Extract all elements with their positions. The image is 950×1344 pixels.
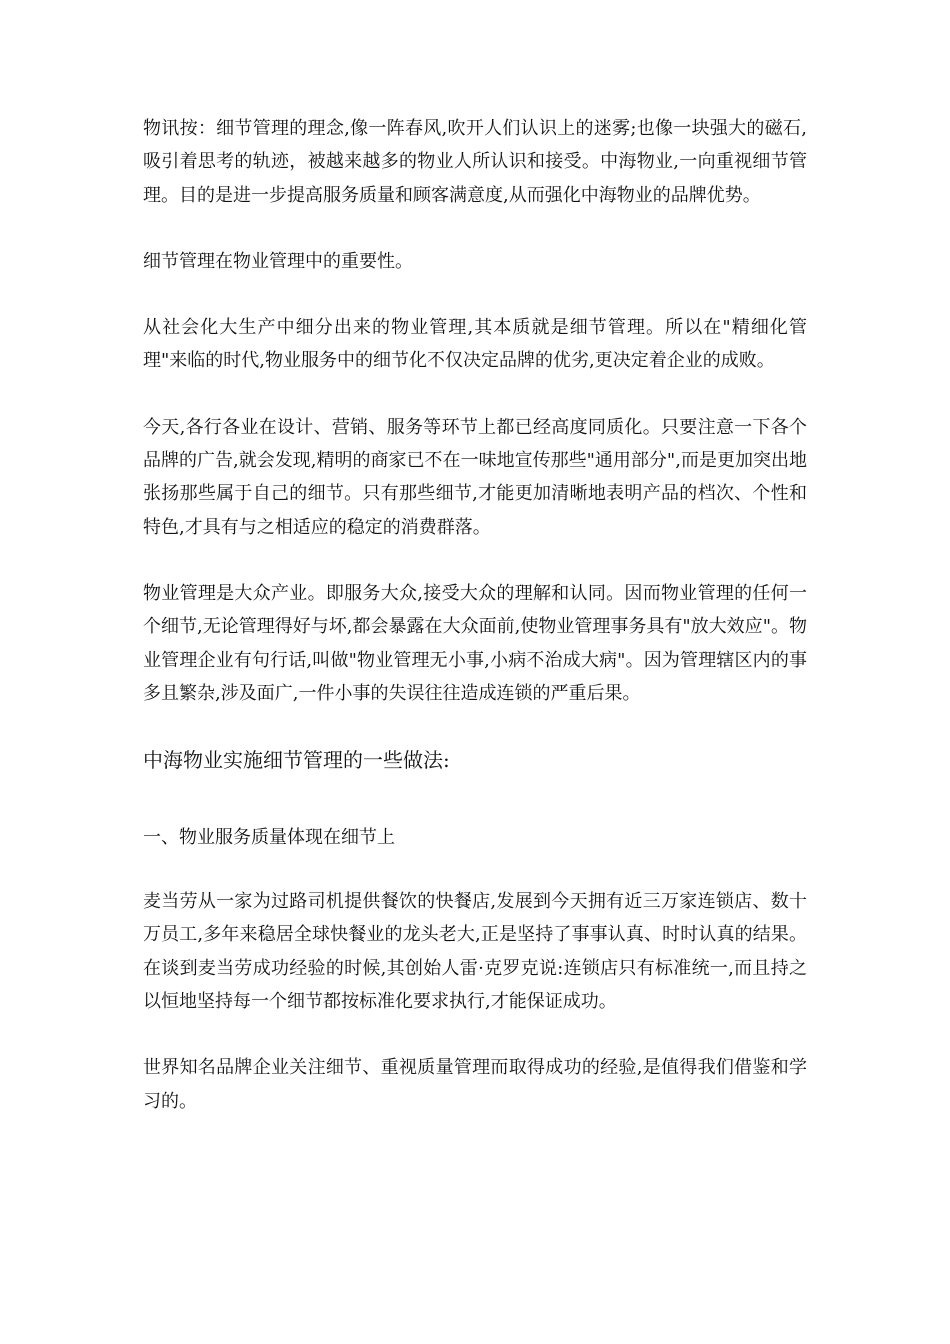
mass-industry-paragraph: 物业管理是大众产业。即服务大众,接受大众的理解和认同。因而物业管理的任何一个细节,无论管理得好与坏,都会暴露在大众面前,使物业管理事务具有"放大效应"。物业管理企业有句行话,叫做"物业管理无小事,小病不治成大病"。因为管理辖区内的事多且繁杂,涉及面广,一件小事的失误往往造成连锁的严重后果。 xyxy=(143,582,807,704)
section-heading: 中海物业实施细节管理的一些做法: xyxy=(143,748,450,773)
importance-paragraph: 细节管理在物业管理中的重要性。 xyxy=(143,250,413,272)
section-subheading: 一、物业服务质量体现在细节上 xyxy=(143,827,395,849)
conclusion-paragraph: 世界知名品牌企业关注细节、重视质量管理而取得成功的经验,是值得我们借鉴和学习的。 xyxy=(143,1057,807,1112)
intro-paragraph: 物讯按：细节管理的理念,像一阵春风,吹开人们认识上的迷雾;也像一块强大的磁石,吸引着思考的轨迹，被越来越多的物业人所认识和接受。中海物业,一向重视细节管理。目的是进一步提高服务质量和顾客满意度,从而强化中海物业的品牌优势。 xyxy=(143,118,807,206)
homogenization-paragraph: 今天,各行各业在设计、营销、服务等环节上都已经高度同质化。只要注意一下各个品牌的广告,就会发现,精明的商家已不在一味地宣传那些"通用部分",而是更加突出地张扬那些属于自己的细节。只有那些细节,才能更加清晰地表明产品的档次、个性和特色,才具有与之相适应的稳定的消费群落。 xyxy=(143,416,807,538)
essence-paragraph: 从社会化大生产中细分出来的物业管理,其本质就是细节管理。所以在"精细化管理"来临的时代,物业服务中的细节化不仅决定品牌的优劣,更决定着企业的成败。 xyxy=(143,317,807,372)
document-page xyxy=(143,112,807,1151)
mcdonalds-paragraph: 麦当劳从一家为过路司机提供餐饮的快餐店,发展到今天拥有近三万家连锁店、数十万员工,多年来稳居全球快餐业的龙头老大,正是坚持了事事认真、时时认真的结果。在谈到麦当劳成功经验的时候,其创始人雷·克罗克说:连锁店只有标准统一,而且持之以恒地坚持每一个细节都按标准化要求执行,才能保证成功。 xyxy=(143,891,807,1013)
